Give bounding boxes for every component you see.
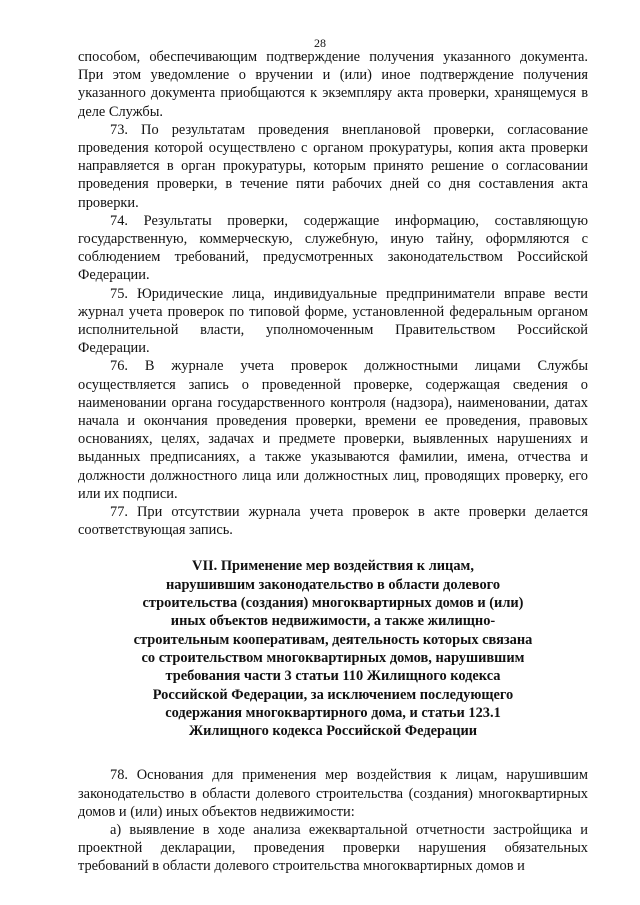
section-heading-line: VII. Применение мер воздействия к лицам, <box>192 558 474 575</box>
section-heading-line: строительным кооперативам, деятельность которых связана <box>133 631 533 648</box>
page-number: 28 <box>314 36 326 50</box>
paragraph-76: 76. В журнале учета проверок должностными лицами Службы осуществляется запись о проведенной проверке, содержащая сведения о наименовании органа государственного контроля (надзора), наименовании, датах начала и окончания проведения проверки, времени ее проведения, правовых основаниях, целях, задачах и предмете проверки, выявленных нарушениях и выданных предписаниях, а также указываются фамилии, имена, отчества и должности должностного лица или должностных лиц, проводящих проверку, его или их подписи. <box>78 358 588 502</box>
section-heading-line: Российской Федерации, за исключением последующего <box>152 686 514 703</box>
paragraph-78a: а) выявление в ходе анализа ежеквартальной отчетности застройщика и проектной декларации, проведения проверки нарушения обязательных требований в области долевого строительства многоквартирных домов и <box>78 822 588 875</box>
paragraph-77: 77. При отсутствии журнала учета проверок в акте проверки делается соответствующая запись. <box>78 504 588 539</box>
page-content <box>78 48 588 876</box>
paragraph-74: 74. Результаты проверки, содержащие информацию, составляющую государственную, коммерческую, служебную, иную тайну, оформляются с соблюдением требований, предусмотренных законодательством Российской Федерации. <box>78 212 588 284</box>
paragraph-78: 78. Основания для применения мер воздействия к лицам, нарушившим законодательство в области долевого строительства (создания) многоквартирных домов и (или) иных объектов недвижимости: <box>78 767 588 820</box>
section-heading-line: иных объектов недвижимости, а также жилищно- <box>170 613 496 630</box>
paragraph-continued: способом, обеспечивающим подтверждение получения указанного документа. При этом уведомление о вручении и (или) иное подтверждение получения указанного документа приобщаются к экземпляру акта проверки, хранящемуся в деле Службы. <box>78 49 588 120</box>
section-heading-line: со строительством многоквартирных домов, нарушившим <box>141 649 525 666</box>
section-heading-line: нарушившим законодательство в области долевого <box>165 576 501 593</box>
section-heading-line: строительства (создания) многоквартирных домов и (или) <box>142 595 524 612</box>
section-heading <box>78 557 588 740</box>
section-heading-line: Жилищного кодекса Российской Федерации <box>188 723 478 740</box>
section-heading-line: содержания многоквартирного дома, и статьи 123.1 <box>165 704 501 721</box>
section-heading-line: требования части 3 статьи 110 Жилищного кодекса <box>165 668 501 685</box>
paragraph-75: 75. Юридические лица, индивидуальные предприниматели вправе вести журнал учета проверок по типовой форме, установленной федеральным органом исполнительной власти, уполномоченным Правительством Российской Федерации. <box>78 285 588 357</box>
paragraph-73: 73. По результатам проведения внеплановой проверки, согласование проведения которой осуществлено с органом прокуратуры, копия акта проверки направляется в орган прокуратуры, которым принято решение о согласовании проведения проверки, в течение пяти рабочих дней со дня составления акта проверки. <box>78 121 588 211</box>
